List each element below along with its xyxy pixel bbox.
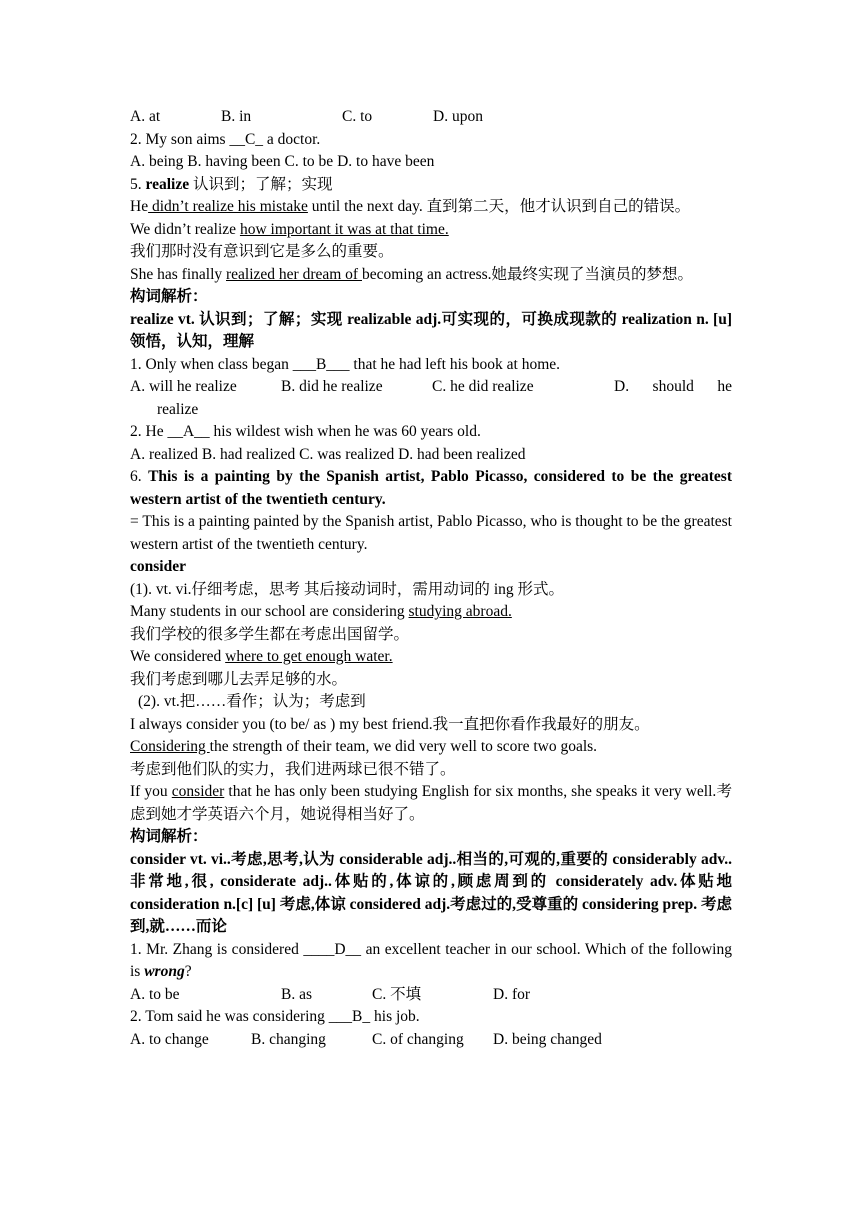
question-line: 2. He __A__ his wildest wish when he was 60 years old. <box>130 423 481 440</box>
underlined-phrase: didn’t realize his mistake <box>148 198 308 215</box>
example-sentence: We considered where to get enough water. <box>130 648 393 665</box>
translation-line: 我们考虑到哪儿去弄足够的水。 <box>130 670 348 688</box>
translation-line: 考虑到他们队的实力，我们进两球已很不错了。 <box>130 760 456 778</box>
underlined-phrase: consider <box>171 783 225 800</box>
option-c: C. to <box>342 108 373 125</box>
example-sentence: She has finally realized her dream of becoming an actress.她最终实现了当演员的梦想。 <box>130 265 694 283</box>
question-line: 1. Mr. Zhang is considered ____D__ an excellent teacher in our school. Which of the following is wrong? <box>130 940 732 980</box>
example-sentence: Many students in our school are considering studying abroad. <box>130 603 512 620</box>
example-sentence: Considering the strength of their team, we did very well to score two goals. <box>130 738 598 755</box>
definition-line: (1). vt. vi.仔细考虑，思考 其后接动词时，需用动词的 ing 形式。 <box>130 580 564 598</box>
option-b: B. in <box>221 108 252 125</box>
word-formation-heading: 构词解析： <box>130 288 208 305</box>
translation-line: 我们那时没有意识到它是多么的重要。 <box>130 243 394 260</box>
underlined-phrase: realized her dream of <box>226 265 362 283</box>
question-line: 1. Only when class began ___B___ that he had left his book at home. <box>130 355 561 373</box>
example-sentence: I always consider you (to be/ as ) my best friend.我一直把你看作我最好的朋友。 <box>130 715 650 733</box>
options-line: A. to be B. as C. 不填 D. for <box>130 985 531 1003</box>
emphasized-word: wrong <box>144 963 185 980</box>
options-line: A. to change B. changing C. of changing D. being changed <box>130 1030 602 1048</box>
word-formation-text: realize vt. 认识到；了解；实现 realizable adj.可实现的，可换成现款的 realization n. [u] 领悟，认知，理解 <box>130 310 732 350</box>
translation-line: 我们学校的很多学生都在考虑出国留学。 <box>130 625 410 643</box>
underlined-phrase: where to get enough water. <box>225 648 393 665</box>
underlined-phrase: studying abroad. <box>408 603 512 620</box>
example-sentence: He didn’t realize his mistake until the next day. 直到第二天，他才认识到自己的错误。 <box>130 198 691 215</box>
options-line: A. will he realize B. did he realize C. he did realize D. should he realize <box>130 378 732 418</box>
document-page <box>130 106 732 1051</box>
example-sentence: We didn’t realize how important it was at that time. <box>130 220 449 238</box>
paraphrase-sentence: = This is a painting painted by the Spanish artist, Pablo Picasso, who is thought to be the greatest western artist of the twentieth century. <box>130 513 732 553</box>
definition-line: (2). vt.把……看作；认为；考虑到 <box>138 693 366 710</box>
options-line: A. realized B. had realized C. was realized D. had been realized <box>130 445 526 463</box>
option-a: A. at <box>130 108 161 125</box>
example-sentence: If you consider that he has only been studying English for six months, she speaks it very well.考虑到她才学英语六个月，她说得相当好了。 <box>130 783 732 823</box>
question-line: 2. Tom said he was considering ___B_ his job. <box>130 1008 420 1025</box>
keyword-heading: consider <box>130 558 186 575</box>
keyword: realize <box>145 175 190 193</box>
word-formation-text: consider vt. vi..考虑,思考,认为 considerable adj..相当的,可观的,重要的 considerably adv..非常地,很, considerate adj..体贴的,体谅的,顾虑周到的 considerately adv.体贴地 consideration n.[c] [u] 考虑,体谅 considered adj.考虑过的,受尊重的 considering prep. 考虑到,就……而论 <box>130 850 732 935</box>
word-formation-heading: 构词解析： <box>130 828 208 845</box>
section-heading: 5. realize 认识到；了解；实现 <box>130 175 333 193</box>
options-line: A. being B. having been C. to be D. to have been <box>130 153 435 170</box>
underlined-phrase: Considering <box>130 738 210 755</box>
section-heading: 6. This is a painting by the Spanish artist, Pablo Picasso, considered to be the greatest western artist of the twentieth century. <box>130 468 732 508</box>
key-sentence: This is a painting by the Spanish artist, Pablo Picasso, considered to be the greatest western artist of the twentieth century. <box>130 468 732 508</box>
underlined-phrase: how important it was at that time. <box>239 220 449 238</box>
options-line <box>130 106 732 129</box>
option-d: D. upon <box>433 108 483 125</box>
question-line: 2. My son aims __C_ a doctor. <box>130 130 321 148</box>
